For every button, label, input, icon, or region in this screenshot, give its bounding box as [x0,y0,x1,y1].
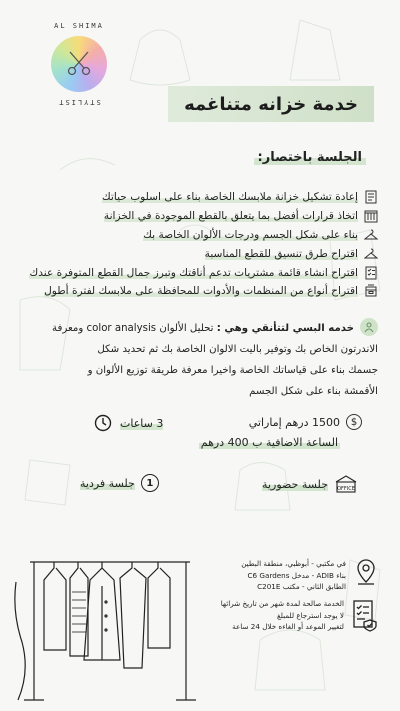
document-icon [364,190,378,204]
policy-line: الخدمة صالحة لمدة شهر من تاريخ شرائها [220,599,344,608]
list-item [29,263,378,282]
list-item [38,226,378,245]
list-item [38,282,378,301]
location-block [241,558,378,593]
list-item [38,244,378,263]
list-item-text: إعادة تشكيل خزانة ملابسك الخاصة بناء على اسلوب حياتك [101,191,358,204]
location-line: الطابق الثاني - مكتب C201E [257,582,346,591]
page-title: خدمة خزانه متناغمه [184,93,358,115]
list-item [38,188,378,207]
brand-tagline: STYLIST [57,98,101,106]
basic-service-line: تحليل الألوان color analysis ومعرفة [52,323,214,334]
duration-text: 3 ساعات [120,416,164,430]
wardrobe-icon [364,209,378,223]
price-amount: 1500 درهم إماراتي [248,415,340,429]
location-line: في مكتبي - أبوظبي، منطقة البطين [241,559,346,568]
office-icon [334,474,358,494]
summary-heading: الجلسة باختصار: [254,150,366,165]
list-item-text: اقتراح طرق تنسيق للقطع المناسبة [204,247,358,260]
clock-icon [94,414,112,432]
basic-service-line: الاندرتون الخاص بك وتوفير باليت الالوان الخاصة بك ثم تحديد شكل [97,344,378,355]
list-item-text: اقتراح انشاء قائمة مشتريات تدعم أناقتك وتبرز جمال القطع المتوفرة عندك [29,266,358,279]
dollar-icon: $ [346,414,362,430]
policy-checklist-icon [352,598,378,632]
price-block [199,414,362,449]
person-icon [360,318,378,336]
session-count-text: جلسة فردية [80,476,135,490]
session-count-number: 1 [141,474,159,492]
office-label: OFFICE [337,486,355,492]
session-type-text: جلسة حضورية [262,477,328,491]
checklist-icon [364,266,378,280]
clothing-rack-illustration [10,542,200,702]
storage-box-icon [364,284,378,298]
basic-service-line: الأقمشة بناء على شكل الجسم [249,386,378,397]
brand-logo [38,18,120,110]
session-type-block [262,474,358,494]
basic-service-lead: خدمه البسي لتتأنقي وهي : [216,323,354,334]
list-item-text: بناء على شكل الجسم ودرجات الألوان الخاصة بك [143,228,358,241]
summary-list [29,188,378,301]
location-line: بناء ADIB - مدخل C6 Gardens [247,570,346,580]
basic-service-description [28,318,378,402]
list-item-text: اتخاذ قرارات أفضل بما يتعلق بالقطع الموجودة في الخزانة [103,210,358,223]
hanger-icon [364,247,378,261]
brand-name: AL SHIMA [54,22,104,30]
title-banner [168,86,374,122]
policy-line: لتغيير الموعد أو الغاءه خلال 24 ساعة [232,622,344,631]
policy-line: لا يوجد استرجاع للمبلغ [276,610,344,620]
policy-block [221,598,378,633]
extra-hour-price: الساعة الاضافية ب 400 درهم [200,436,338,449]
location-pin-icon [354,558,378,588]
basic-service-line: جسمك بناء على قياساتك الخاصة واخيرا معرفة طريقة توزيع الألوان و [87,365,378,376]
duration-block [94,414,163,432]
hanger-icon [364,228,378,242]
list-item-text: اقتراح أنواع من المنظمات والأدوات للمحافظة على ملابسك لفترة أطول [44,285,358,298]
list-item [38,207,378,226]
scissors-icon [64,48,94,78]
session-count-block [80,474,159,492]
